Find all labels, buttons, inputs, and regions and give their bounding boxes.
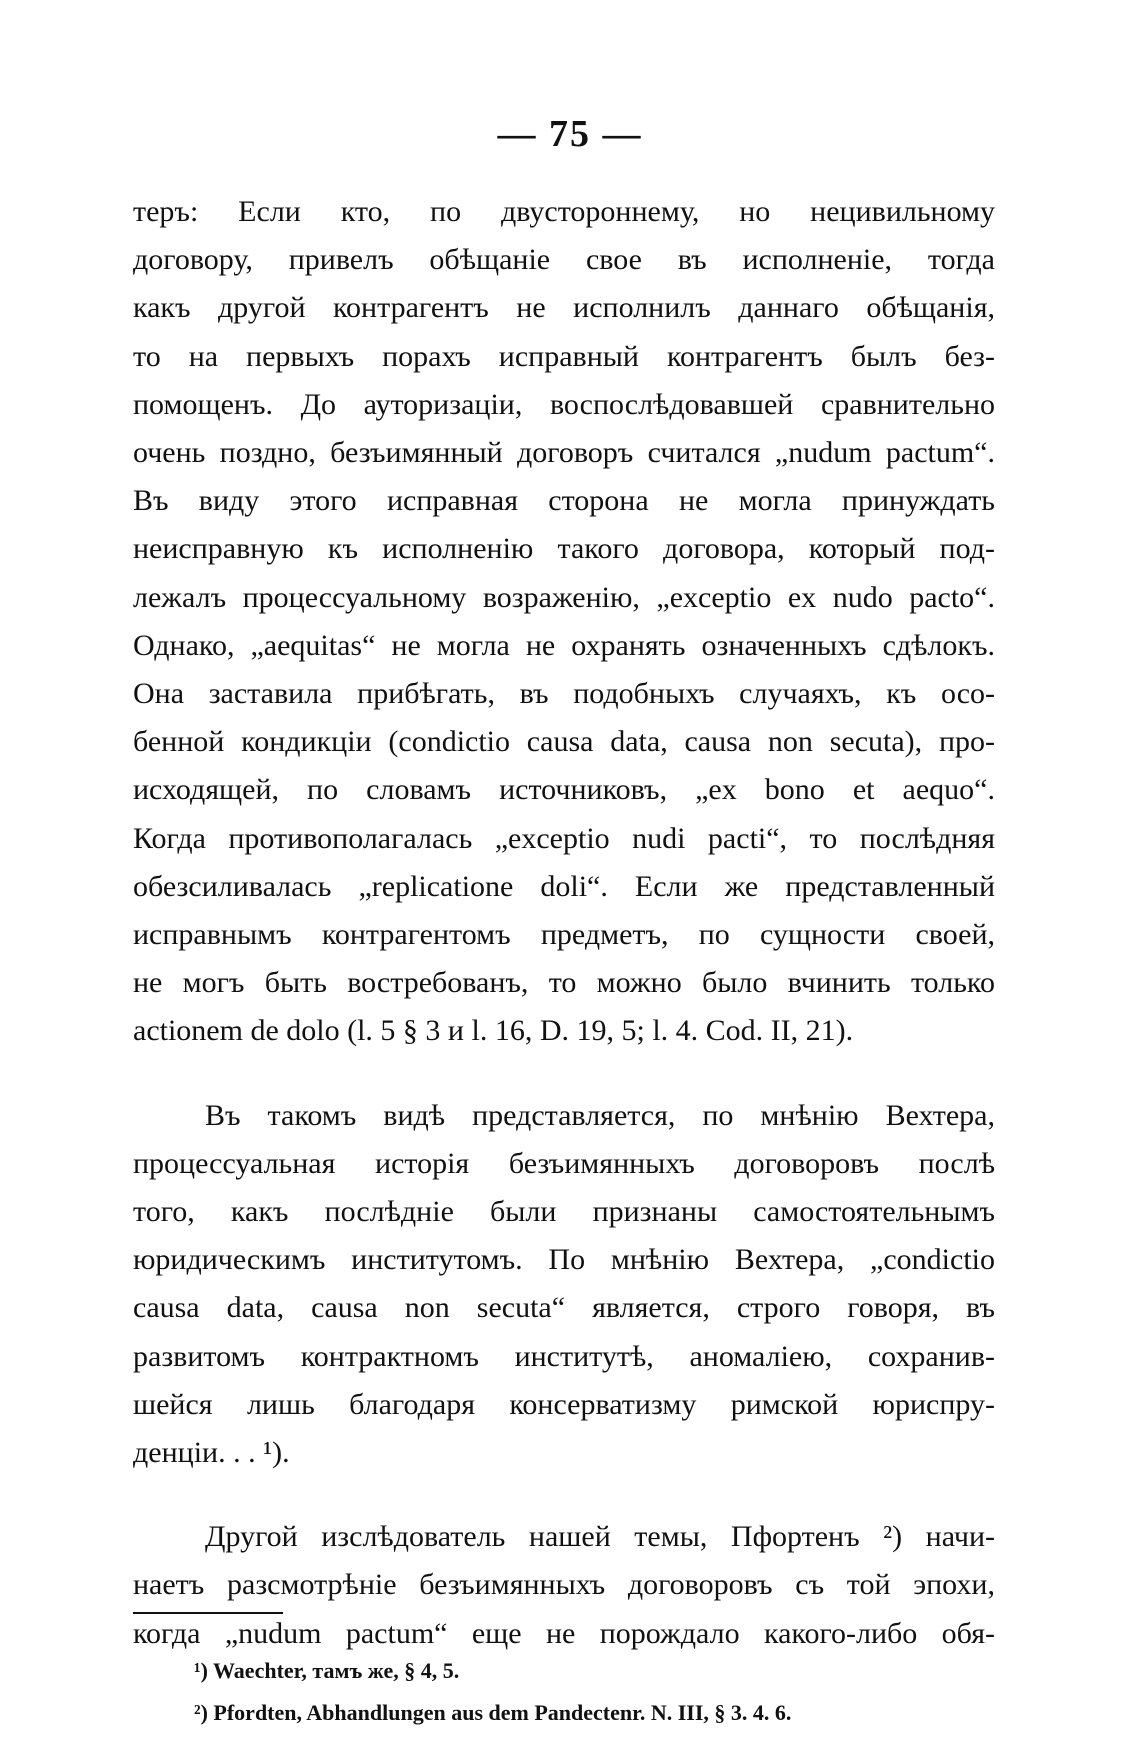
- text-line: исходящей, по словамъ источниковъ, „ex bono et aequo“.: [133, 773, 995, 807]
- text-line: неисправную къ исполненію такого договора, который под-: [133, 532, 995, 566]
- footnote-divider: [133, 1612, 283, 1614]
- page-number: — 75 —: [497, 113, 643, 155]
- text-line: обезсиливалась „replicatione doli“. Если же представленный: [133, 869, 995, 903]
- text-line: Въ такомъ видѣ представляется, по мнѣнію Вехтера,: [205, 1098, 995, 1132]
- footnote-1: ¹) Waechter, тамъ же, § 4, 5.: [194, 1658, 460, 1683]
- text-line: денціи. . . ¹).: [133, 1436, 290, 1470]
- text-line: того, какъ послѣдніе были признаны самостоятельнымъ: [133, 1195, 995, 1229]
- footnote-2: ²) Pfordten, Abhandlungen aus dem Pandectenr. N. III, § 3. 4. 6.: [194, 1700, 792, 1725]
- text-line: договору, привелъ обѣщаніе свое въ исполненіе, тогда: [133, 243, 995, 277]
- paragraph-3: [133, 1513, 995, 1658]
- text-line: Когда противополагалась „exceptio nudi pacti“, то послѣдняя: [133, 821, 995, 855]
- text-line: Однако, „aequitas“ не могла не охранять означенныхъ сдѣлокъ.: [133, 628, 995, 662]
- text-line: actionem de dolo (l. 5 § 3 и l. 16, D. 19, 5; l. 4. Cod. II, 21).: [133, 1014, 854, 1048]
- text-line: очень поздно, безъимянный договоръ считался „nudum pactum“.: [133, 436, 995, 470]
- text-line: бенной кондикціи (condictio causa data, causa non secuta), про-: [133, 725, 995, 759]
- text-line: шейся лишь благодаря консерватизму римской юриспру-: [133, 1387, 995, 1421]
- text-line: процессуальная исторія безъимянныхъ договоровъ послѣ: [133, 1146, 995, 1180]
- text-line: лежалъ процессуальному возраженію, „exceptio ex nudo pacto“.: [133, 580, 995, 614]
- text-line: то на первыхъ порахъ исправный контрагентъ былъ без-: [133, 339, 995, 373]
- paragraph-2: [133, 1092, 995, 1478]
- text-line: Въ виду этого исправная сторона не могла принуждать: [133, 484, 995, 518]
- text-line: теръ: Если кто, по двустороннему, но нецивильному: [133, 195, 995, 228]
- text-line: когда „nudum pactum“ еще не порождало какого-либо обя-: [133, 1616, 995, 1650]
- text-line: какъ другой контрагентъ не исполнилъ даннаго обѣщанія,: [133, 291, 995, 325]
- body-text: [133, 188, 995, 1694]
- text-line: не могъ быть востребованъ, то можно было вчинить только: [133, 966, 995, 1000]
- text-line: наетъ разсмотрѣніе безъимянныхъ договоровъ съ той эпохи,: [133, 1568, 995, 1602]
- text-line: помощенъ. До ауторизаціи, воспослѣдовавшей сравнительно: [133, 387, 995, 421]
- text-line: Она заставила прибѣгать, въ подобныхъ случаяхъ, къ осо-: [133, 677, 995, 711]
- text-line: развитомъ контрактномъ институтѣ, аномаліею, сохранив-: [133, 1339, 995, 1373]
- text-line: исправнымъ контрагентомъ предметъ, по сущности своей,: [133, 918, 995, 952]
- footnotes: [194, 1650, 994, 1734]
- text-line: causa data, causa non secuta“ является, строго говоря, въ: [133, 1291, 995, 1325]
- text-line: Другой изслѣдователь нашей темы, Пфортенъ ²) начи-: [205, 1520, 995, 1554]
- text-line: юридическимъ институтомъ. По мнѣнію Вехтера, „condictio: [133, 1243, 995, 1277]
- paragraph-1: [133, 188, 995, 1056]
